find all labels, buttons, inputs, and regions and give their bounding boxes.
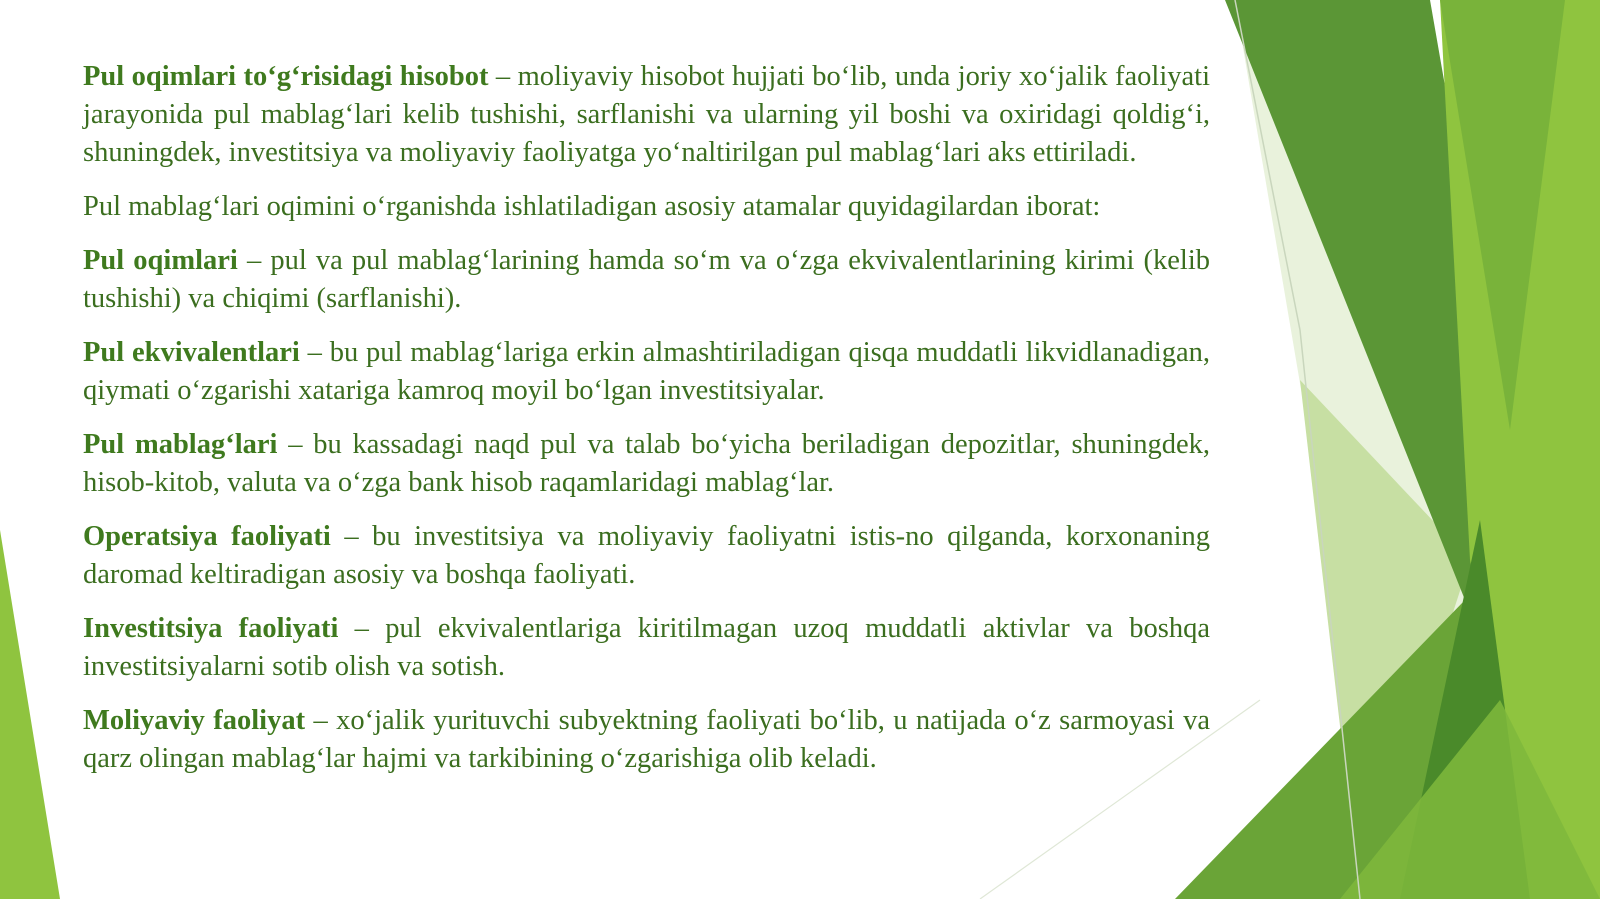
term: Operatsiya faoliyati [83,521,331,552]
paragraph-investing-activity [83,610,1210,686]
paragraph-cash-flows [83,242,1210,318]
slide-body [83,58,1210,794]
paragraph-financing-activity [83,702,1210,778]
definition: – moliyaviy hisobot hujjati bo‘lib, unda joriy xo‘jalik faoliyati jarayonida pul mablag‘lari kelib tushishi, sarflanishi va ularning yil boshi va oxiridagi qoldig‘i, shuningdek, investitsiya va moliyaviy faoliyatga yo‘naltirilgan pul mablag‘lari aks ettiriladi. [83,61,1210,168]
definition: – xo‘jalik yurituvchi subyektning faoliyati bo‘lib, u natijada o‘z sarmoyasi va qarz olingan mablag‘lar hajmi va tarkibining o‘zgarishiga olib keladi. [83,705,1210,774]
definition: – pul va pul mablag‘larining hamda so‘m va o‘zga ekvivalentlarining kirimi (kelib tushishi) va chiqimi (sarflanishi). [83,245,1210,314]
paragraph-operating-activity [83,518,1210,594]
definition: – bu pul mablag‘lariga erkin almashtiriladigan qisqa muddatli likvidlanadigan, qiymati o‘zgarishi xatariga kamroq moyil bo‘lgan investitsiyalar. [83,337,1211,406]
term: Investitsiya faoliyati [83,613,339,644]
term: Pul oqimlari [83,245,238,276]
definition: – bu investitsiya va moliyaviy faoliyatni istis-no qilganda, korxonaning daromad keltiradigan asosiy va boshqa faoliyati. [83,521,1210,590]
definition: – bu kassadagi naqd pul va talab bo‘yicha beriladigan depozitlar, shuningdek, hisob-kitob, valuta va o‘zga bank hisob raqamlaridagi mablag‘lar. [83,429,1210,498]
definition: – pul ekvivalentlariga kiritilmagan uzoq muddatli aktivlar va boshqa investitsiyalarni sotib olish va sotish. [83,613,1210,682]
paragraph-cash-equivalents [83,334,1210,410]
term: Pul ekvivalentlari [83,337,300,368]
paragraph-report-definition [83,58,1210,172]
left-green-facet [0,530,60,899]
definition: Pul mablag‘lari oqimini o‘rganishda ishlatiladigan asosiy atamalar quyidagilardan iborat: [83,191,1101,222]
paragraph-intro [83,188,1210,226]
paragraph-cash-funds [83,426,1210,502]
term: Pul oqimlari to‘g‘risidagi hisobot [83,61,489,92]
term: Moliyaviy faoliyat [83,705,306,736]
term: Pul mablag‘lari [83,429,278,460]
